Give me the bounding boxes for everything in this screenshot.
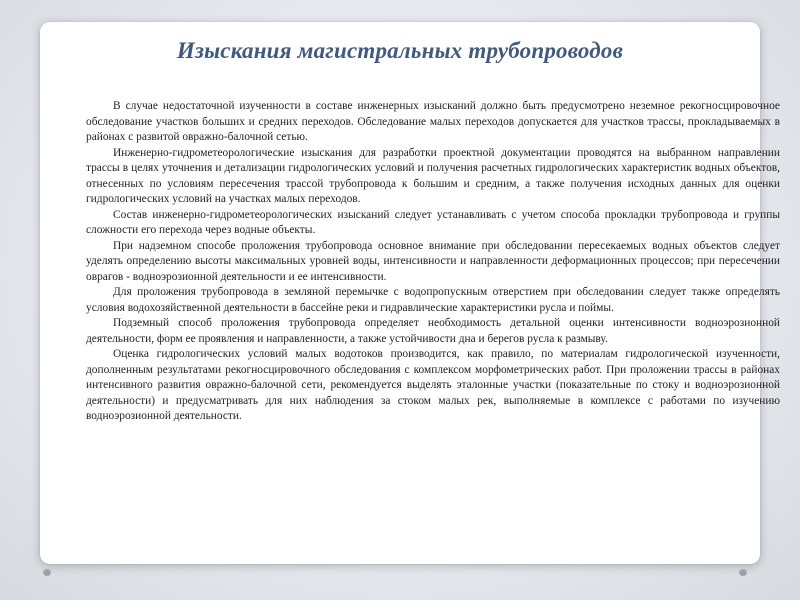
paragraph-4: При надземном способе проложения трубопровода основное внимание при обследовании пересекаемых водных объектов следует уделять определению высоты максимальных уровней воды, интенсивности и направленности деформационных процессов; при пересечении оврагов - водноэрозионной деятельности и ее интенсивности. (86, 239, 780, 283)
paragraph-2: Инженерно-гидрометеорологические изыскания для разработки проектной документации проводятся на выбранном направлении трассы в целях уточнения и детализации гидрологических условий и получения расчетных гидрологических характеристик водных объектов, отнесенных по условиям пересечения трассой трубопровода к большим и средним, а также получения исходных данных для оценки гидрологических условий на участках малых переходов. (86, 146, 780, 205)
paragraph-3: Состав инженерно-гидрометеорологических изысканий следует устанавливать с учетом способа прокладки трубопровода и группы сложности его перехода через водные объекты. (86, 208, 780, 236)
paragraph-6: Подземный способ проложения трубопровода определяет необходимость детальной оценки интенсивности водноэрозионной деятельности, форм ее проявления и направленности, а также устойчивости дна и берегов русла к размыву. (86, 317, 780, 345)
paragraph-7: Оценка гидрологических условий малых водотоков производится, как правило, по материалам гидрологической изученности, дополненным результатами рекогносцировочного обследования с комплексом морфометрических работ. При проложении трассы в районах интенсивного развития овражно-балочной сети, рекомендуется выделять эталонные участки (показательные по стоку и водноэрозионной деятельности) и предусматривать для них наблюдения за стоком малых рек, выполняемые в комплексе с работами по изучению водноэрозионной деятельности. (86, 348, 780, 422)
decorative-dot-left (43, 568, 51, 576)
paragraph-5: Для проложения трубопровода в земляной перемычке с водопропускным отверстием при обследовании следует также определять условия водохозяйственной деятельности в бассейне реки и гидравлические характеристики русла и поймы. (86, 286, 780, 314)
decorative-dot-right (739, 568, 747, 576)
paragraph-1: В случае недостаточной изученности в составе инженерных изысканий должно быть предусмотрено неземное рекогносцировочное обследование участков больших и средних переходов. Обследование малых переходов допускается для участков трассы, прокладываемых в районах с развитой овражно-балочной сетью. (86, 100, 780, 143)
body-text (86, 99, 780, 425)
slide-title: Изыскания магистральных трубопроводов (176, 38, 624, 63)
